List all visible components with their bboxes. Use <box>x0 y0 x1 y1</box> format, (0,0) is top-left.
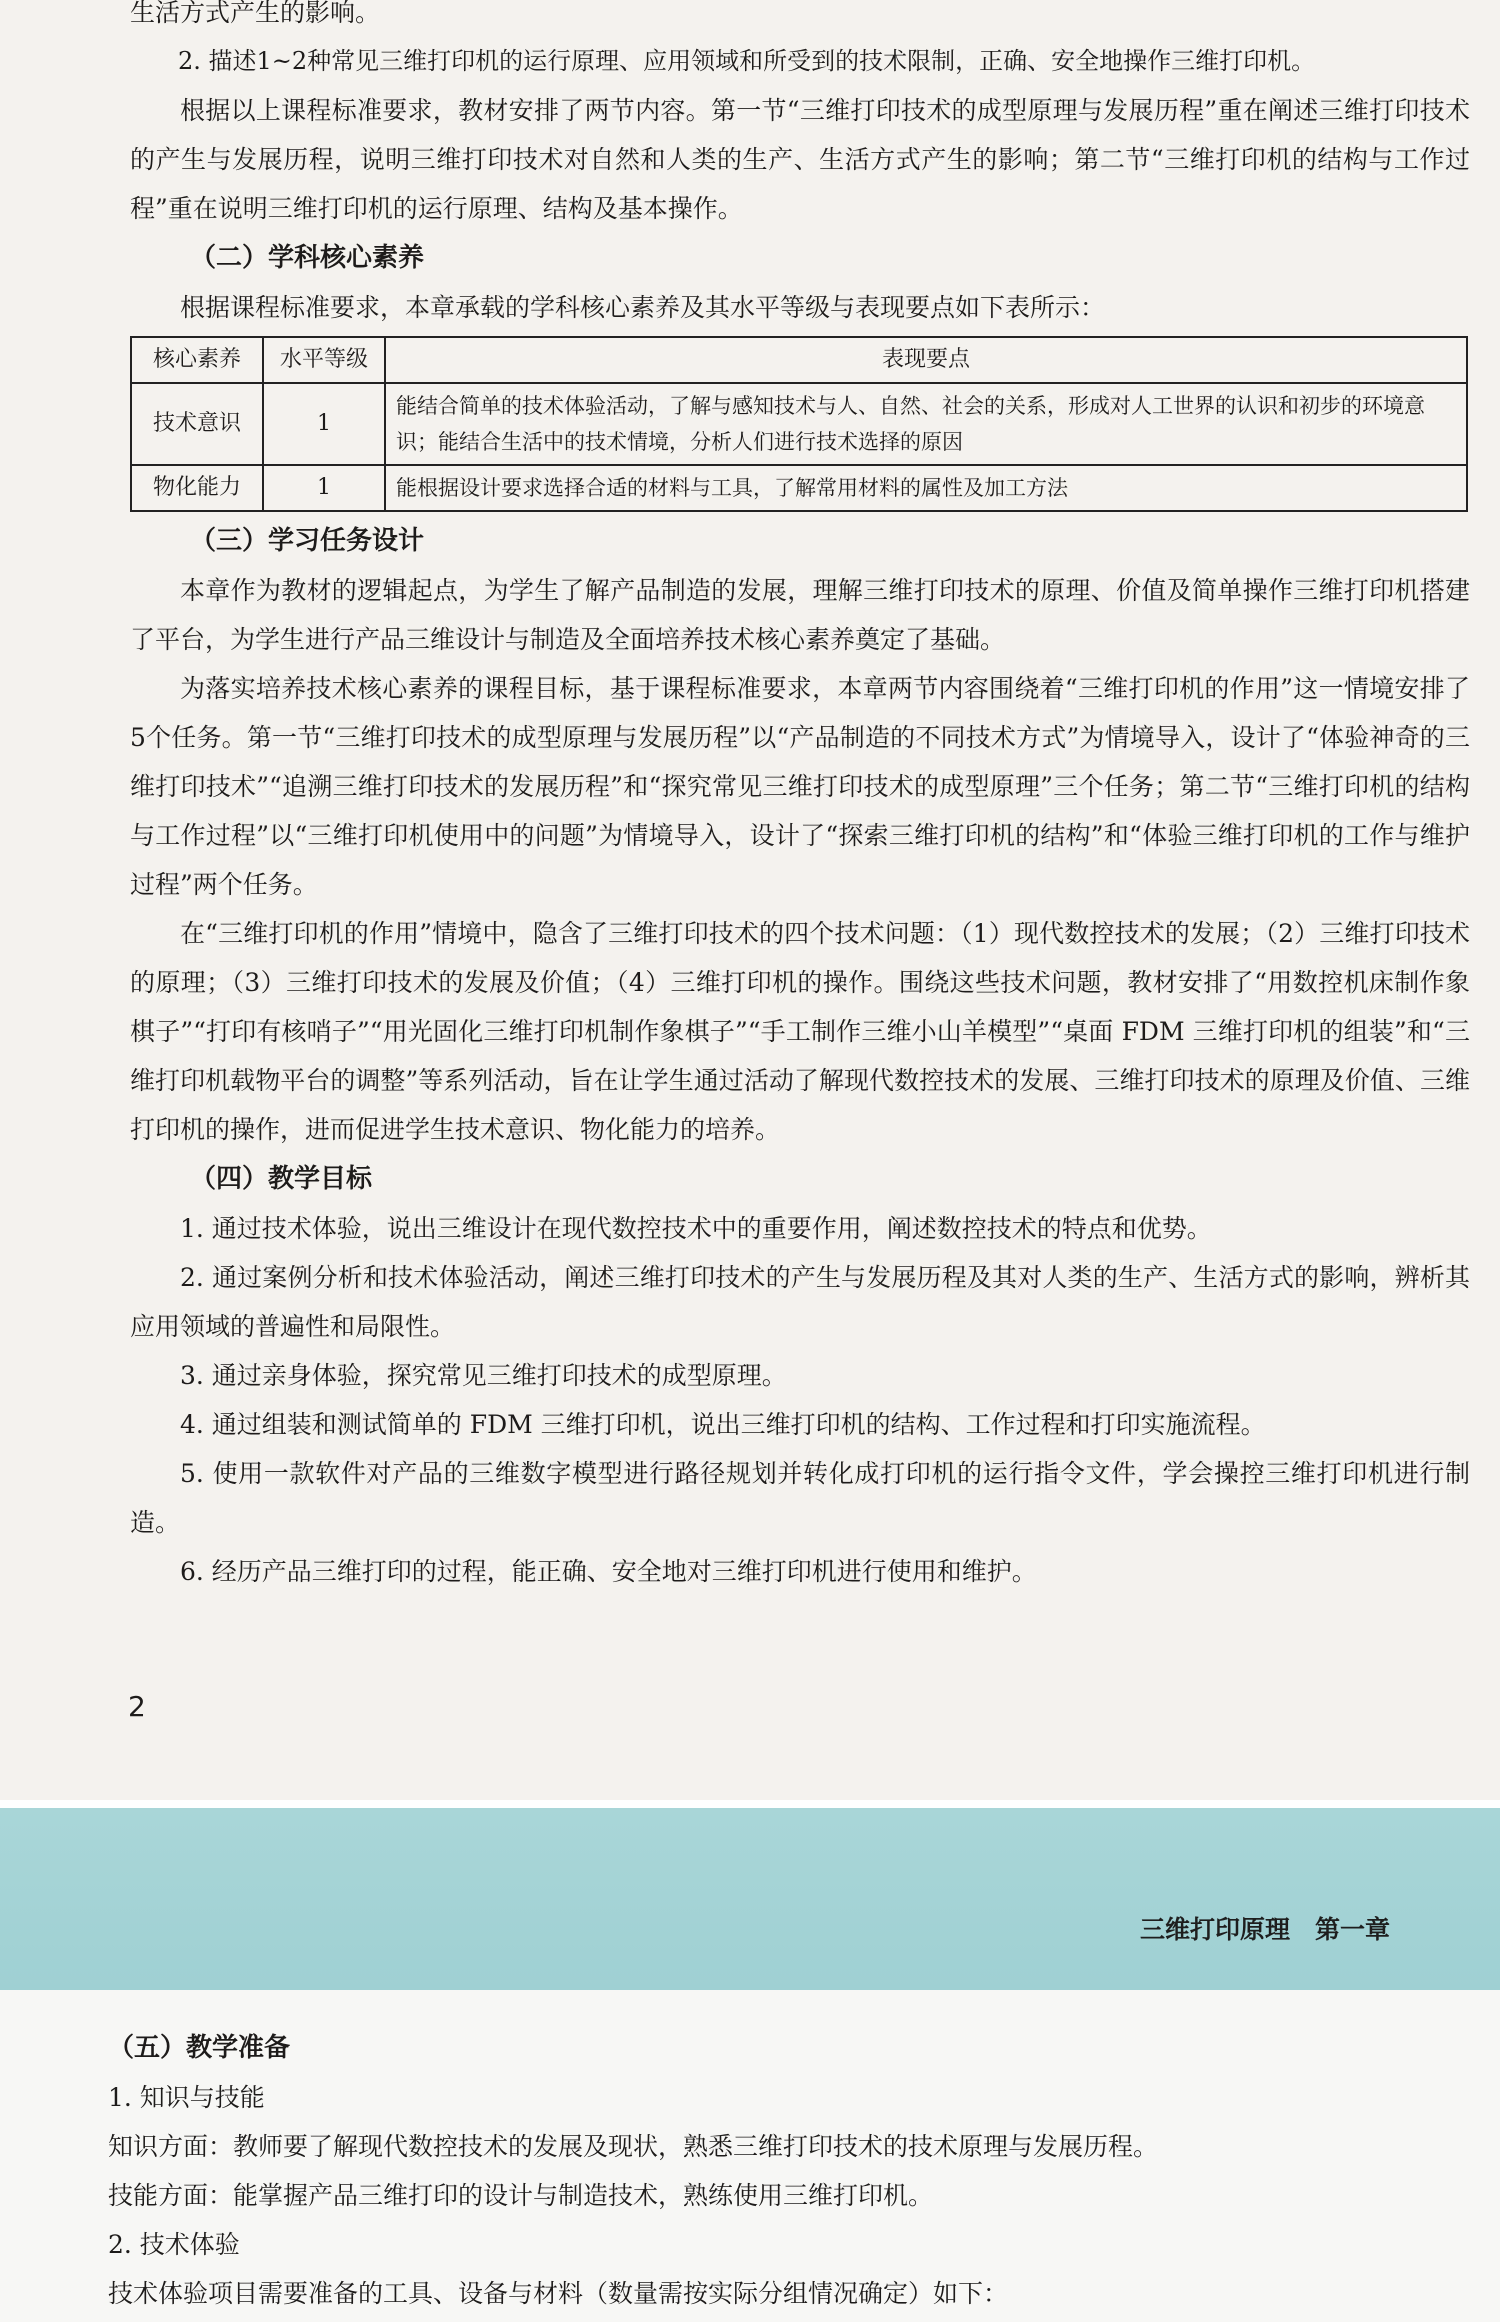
heading-teaching-prep: （五）教学准备 <box>108 2033 291 2063</box>
table-cell-level: 1 <box>263 465 385 511</box>
table-cell-core: 技术意识 <box>131 383 263 465</box>
heading-teaching-goals: （四）教学目标 <box>190 1164 373 1194</box>
knowledge-line: 知识方面：教师要了解现代数控技术的发展及现状，熟悉三维打印技术的技术原理与发展历程。 <box>108 2132 1159 2161</box>
goal-4: 4. 通过组装和测试简单的 FDM 三维打印机，说出三维打印机的结构、工作过程和打印实施流程。 <box>180 1410 1266 1439</box>
experience-line: 技术体验项目需要准备的工具、设备与材料（数量需按实际分组情况确定）如下： <box>108 2279 1009 2308</box>
para-5: 本章作为教材的逻辑起点，为学生了解产品制造的发展，理解三维打印技术的原理、价值及简单操作三维打印机搭建了平台，为学生进行产品三维设计与制造及全面培养技术核心素养奠定了基础。 <box>130 576 1470 654</box>
upper-text <box>130 0 1470 1596</box>
page-divider <box>0 1800 1500 1808</box>
literacy-table <box>130 336 1468 512</box>
goal-3: 3. 通过亲身体验，探究常见三维打印技术的成型原理。 <box>180 1361 787 1390</box>
para-2: 2. 描述1~2种常见三维打印机的运行原理、应用领域和所受到的技术限制，正确、安全地操作三维打印机。 <box>178 47 1316 75</box>
table-cell-desc: 能结合简单的技术体验活动，了解与感知技术与人、自然、社会的关系，形成对人工世界的认识和初步的环境意识；能结合生活中的技术情境，分析人们进行技术选择的原因 <box>385 383 1467 465</box>
table-cell-desc: 能根据设计要求选择合适的材料与工具，了解常用材料的属性及加工方法 <box>385 465 1467 511</box>
goal-5: 5. 使用一款软件对产品的三维数字模型进行路径规划并转化成打印机的运行指令文件，学会操控三维打印机进行制造。 <box>130 1459 1470 1537</box>
para-4: 根据课程标准要求，本章承载的学科核心素养及其水平等级与表现要点如下表所示： <box>180 293 1106 322</box>
table-cell-core: 物化能力 <box>131 465 263 511</box>
skill-line: 技能方面：能掌握产品三维打印的设计与制造技术，熟练使用三维打印机。 <box>108 2181 934 2210</box>
lower-text <box>108 2023 1478 2318</box>
goal-6: 6. 经历产品三维打印的过程，能正确、安全地对三维打印机进行使用和维护。 <box>180 1557 1037 1586</box>
table-row <box>131 383 1467 465</box>
table-header: 水平等级 <box>263 337 385 383</box>
para-6: 为落实培养技术核心素养的课程目标，基于课程标准要求，本章两节内容围绕着“三维打印机的作用”这一情境安排了5个任务。第一节“三维打印技术的成型原理与发展历程”以“产品制造的不同技术方式”为情境导入，设计了“体验神奇的三维打印技术”“追溯三维打印技术的发展历程”和“探究常见三维打印技术的成型原理”三个任务；第二节“三维打印机的结构与工作过程”以“三维打印机使用中的问题”为情境导入，设计了“探索三维打印机的结构”和“体验三维打印机的工作与维护过程”两个任务。 <box>130 674 1470 899</box>
table-header: 表现要点 <box>385 337 1467 383</box>
para-3: 根据以上课程标准要求，教材安排了两节内容。第一节“三维打印技术的成型原理与发展历程”重在阐述三维打印技术的产生与发展历程，说明三维打印技术对自然和人类的生产、生活方式产生的影响；第二节“三维打印机的结构与工作过程”重在说明三维打印机的运行原理、结构及基本操作。 <box>130 96 1470 223</box>
heading-task-design: （三）学习任务设计 <box>190 526 425 556</box>
table-row <box>131 465 1467 511</box>
subheading-knowledge: 1. 知识与技能 <box>108 2083 265 2112</box>
table-header-row <box>131 337 1467 383</box>
chapter-header-band <box>0 1808 1500 1990</box>
para-7: 在“三维打印机的作用”情境中，隐含了三维打印技术的四个技术问题：（1）现代数控技术的发展；（2）三维打印技术的原理；（3）三维打印技术的发展及价值；（4）三维打印机的操作。围绕这些技术问题，教材安排了“用数控机床制作象棋子”“打印有核哨子”“用光固化三维打印机制作象棋子”“手工制作三维小山羊模型”“桌面 FDM 三维打印机的组装”和“三维打印机载物平台的调整”等系列活动，旨在让学生通过活动了解现代数控技术的发展、三维打印技术的原理及价值、三维打印机的操作，进而促进学生技术意识、物化能力的培养。 <box>130 919 1470 1144</box>
goal-2: 2. 通过案例分析和技术体验活动，阐述三维打印技术的产生与发展历程及其对人类的生产、生活方式的影响，辨析其应用领域的普遍性和局限性。 <box>130 1263 1470 1341</box>
goal-1: 1. 通过技术体验，说出三维设计在现代数控技术中的重要作用，阐述数控技术的特点和优势。 <box>180 1214 1212 1243</box>
heading-core-literacy: （二）学科核心素养 <box>190 243 425 273</box>
chapter-header-title: 三维打印原理 第一章 <box>1139 1915 1390 1944</box>
table-header: 核心素养 <box>131 337 263 383</box>
para-1: 生活方式产生的影响。 <box>130 0 381 27</box>
page-number: 2 <box>128 1690 146 1723</box>
table-cell-level: 1 <box>263 383 385 465</box>
subheading-experience: 2. 技术体验 <box>108 2230 240 2259</box>
